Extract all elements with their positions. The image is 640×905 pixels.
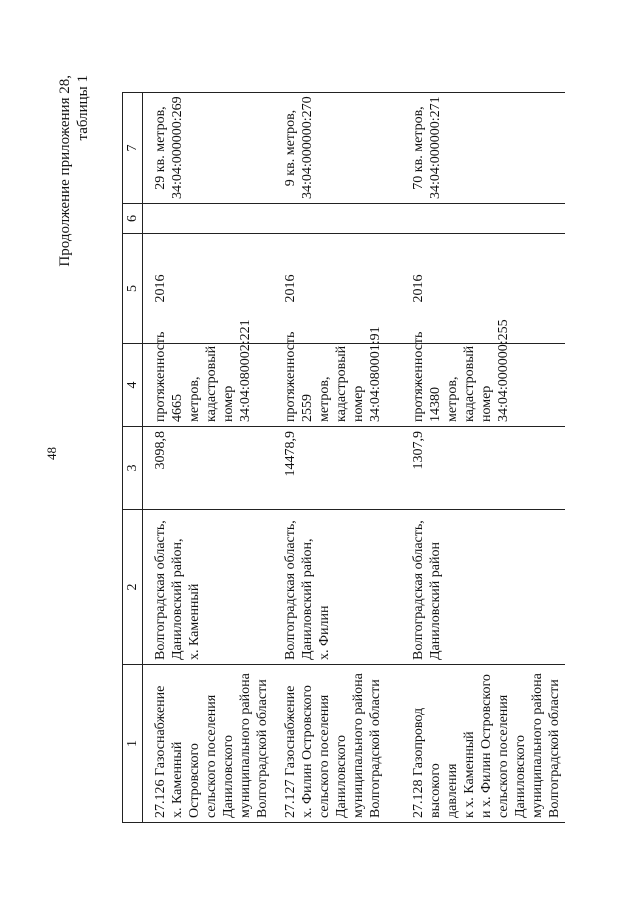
object-address: Волгоградская область, Даниловский район — [401, 510, 565, 665]
row-name-cell — [143, 665, 274, 823]
object-address: Волгоградская область, Даниловский район, х. Филин — [273, 510, 401, 665]
object-year: 2016 — [401, 234, 565, 344]
object-value: 1307,9 — [401, 427, 565, 510]
blank-cell — [401, 204, 565, 234]
table-header-row — [123, 93, 143, 823]
header-cell-6: 6 — [123, 204, 143, 234]
row-name-cell — [401, 665, 565, 823]
row-number: 27.126 — [153, 779, 168, 818]
object-address: Волгоградская область, Даниловский район, х. Каменный — [143, 510, 274, 665]
object-value: 3098,8 — [143, 427, 274, 510]
object-name: Газоснабжение х. Филин Островского сельского поселения Даниловского муниципального района Волгоградской области — [283, 673, 383, 818]
header-cell-3: 3 — [123, 427, 143, 510]
appendix-caption — [56, 75, 92, 267]
header-cell-5: 5 — [123, 234, 143, 344]
row-number: 27.128 — [411, 779, 426, 818]
objects-table — [122, 92, 565, 823]
object-land-info: 9 кв. метров, 34:04:000000:270 — [273, 93, 401, 204]
blank-cell — [143, 204, 274, 234]
object-name: Газоснабжение х. Каменный Островского сельского поселения Даниловского муниципального района Волгоградской области — [153, 673, 270, 818]
blank-cell — [273, 204, 401, 234]
header-cell-1: 1 — [123, 665, 143, 823]
object-params: протяженность 14380 метров, кадастровый номер 34:04:000000:255 — [401, 344, 565, 427]
object-value: 14478,9 — [273, 427, 401, 510]
page-number: 48 — [44, 447, 59, 460]
object-year: 2016 — [273, 234, 401, 344]
object-params: протяженность 2559 метров, кадастровый номер 34:04:080001:91 — [273, 344, 401, 427]
object-land-info: 70 кв. метров, 34:04:000000:271 — [401, 93, 565, 204]
table-row — [401, 93, 565, 823]
caption-line-1: Продолжение приложения 28, — [57, 75, 73, 267]
header-cell-7: 7 — [123, 93, 143, 204]
table-row — [273, 93, 401, 823]
header-cell-4: 4 — [123, 344, 143, 427]
object-name: Газопровод высокого давления к х. Каменный и х. Филин Островского сельского поселения Даниловского муниципального района Волгоградской области — [411, 673, 562, 818]
object-year: 2016 — [143, 234, 274, 344]
row-number: 27.127 — [283, 779, 298, 818]
row-name-cell — [273, 665, 401, 823]
object-land-info: 29 кв. метров, 34:04:000000:269 — [143, 93, 274, 204]
caption-line-2: таблицы 1 — [75, 75, 91, 141]
header-cell-2: 2 — [123, 510, 143, 665]
object-params: протяженность 4665 метров, кадастровый номер 34:04:080002:221 — [143, 344, 274, 427]
table-row — [143, 93, 274, 823]
